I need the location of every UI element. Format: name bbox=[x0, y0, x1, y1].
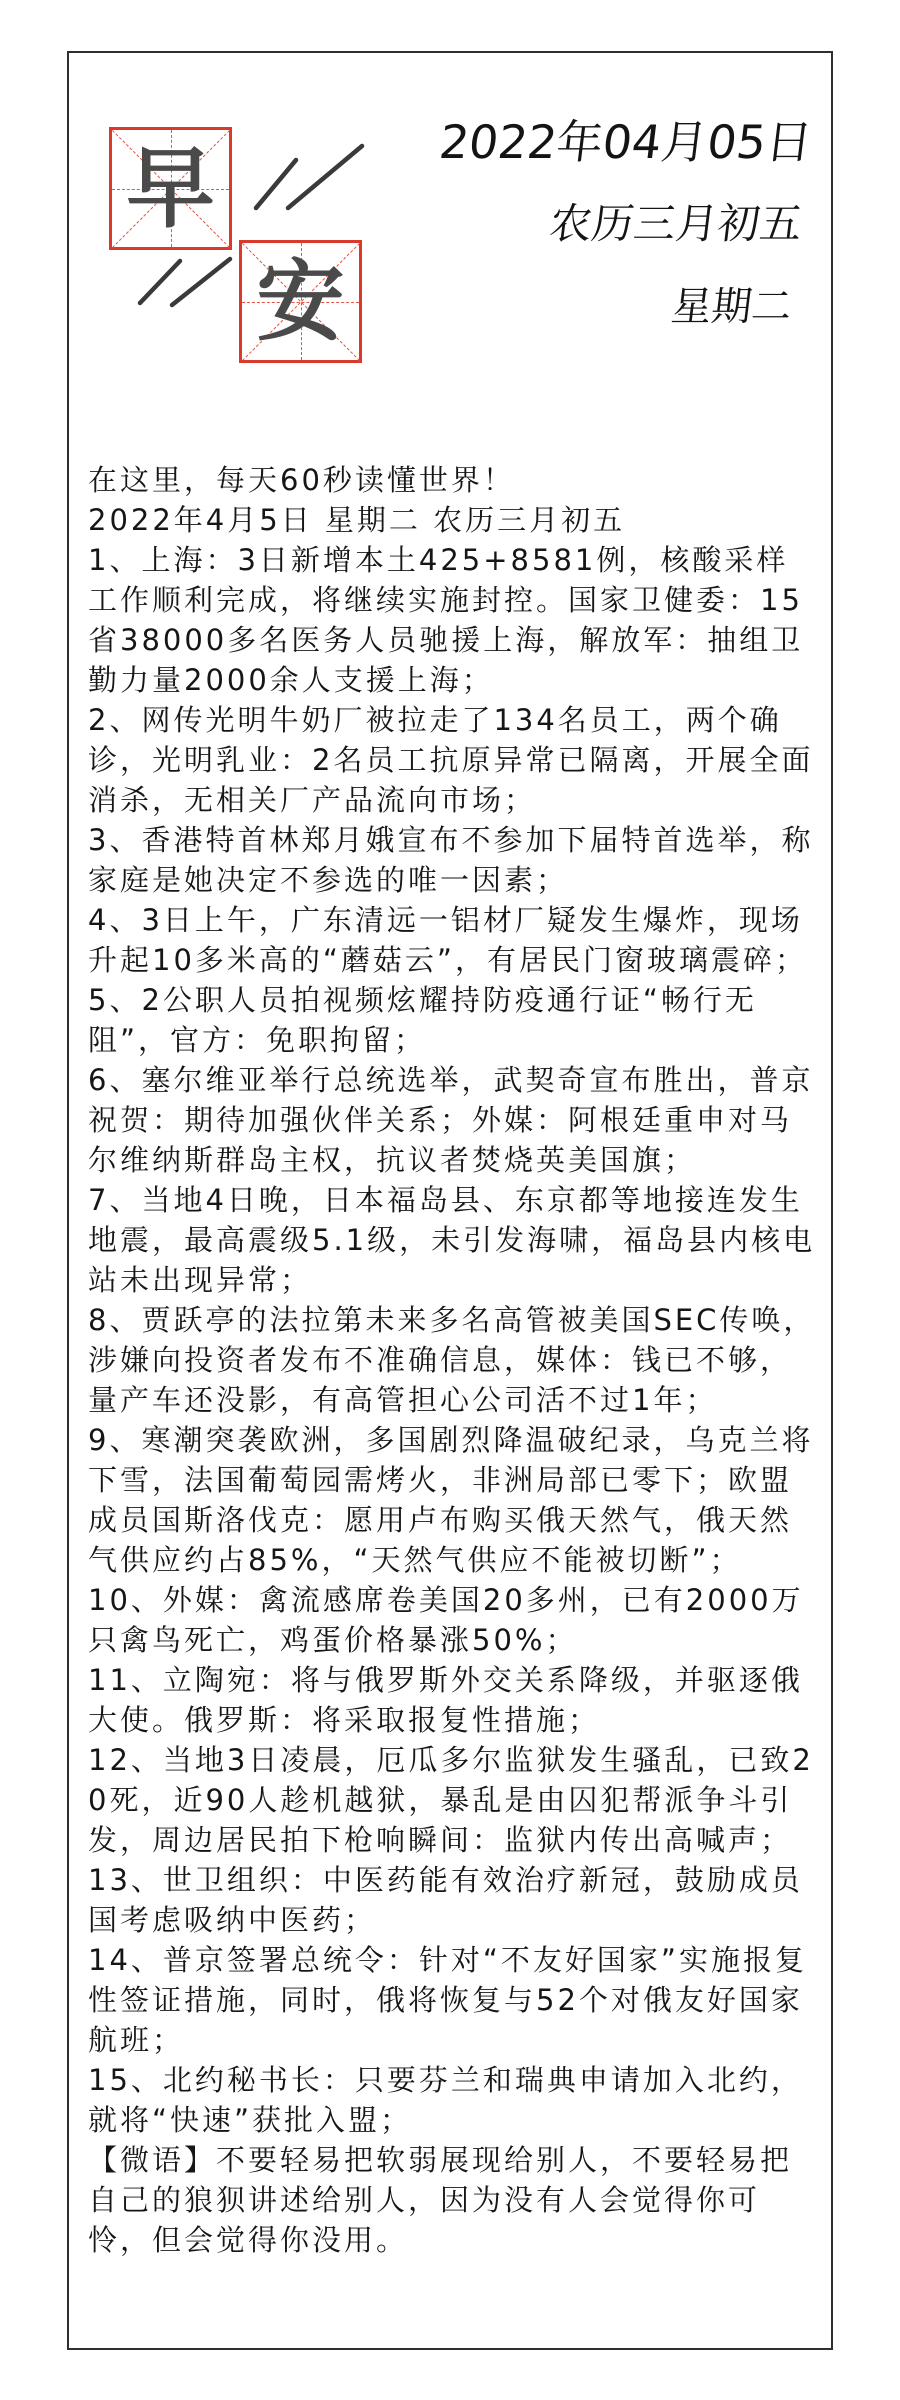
news-paragraph: 11、立陶宛：将与俄罗斯外交关系降级，并驱逐俄大使。俄罗斯：将采取报复性措施； bbox=[88, 1663, 803, 1737]
news-paragraph: 3、香港特首林郑月娥宣布不参加下届特首选举，称家庭是她决定不参选的唯一因素； bbox=[88, 823, 814, 897]
greeting-char-zao: 早 bbox=[126, 136, 215, 240]
news-paragraph: 4、3日上午，广东清远一铝材厂疑发生爆炸，现场升起10多米高的“蘑菇云”，有居民门窗玻璃震碎； bbox=[88, 903, 807, 977]
news-paragraph: 1、上海：3日新增本土425+8581例，核酸采样工作顺利完成，将继续实施封控。国家卫健委：15省38000多名医务人员驰援上海，解放军：抽组卫勤力量2000余人支援上海； bbox=[88, 543, 804, 697]
news-paragraph: 13、世卫组织：中医药能有效治疗新冠，鼓励成员国考虑吸纳中医药； bbox=[88, 1863, 803, 1937]
date-gregorian: 2022年04月05日 bbox=[436, 115, 816, 169]
date-header bbox=[417, 116, 815, 330]
news-paragraph: 2022年4月5日 星期二 农历三月初五 bbox=[88, 503, 626, 537]
news-paragraph: 14、普京签署总统令：针对“不友好国家”实施报复性签证措施，同时，俄将恢复与52个对俄友好国家航班； bbox=[88, 1943, 807, 2057]
news-paragraph: 15、北约秘书长：只要芬兰和瑞典申请加入北约，就将“快速”获批入盟； bbox=[88, 2063, 803, 2137]
news-paragraph: 9、寒潮突袭欧洲，多国剧烈降温破纪录，乌克兰将下雪，法国葡萄园需烤火，非洲局部已零下；欧盟成员国斯洛伐克：愿用卢布购买俄天然气，俄天然气供应约占85%，“天然气供应不能被切断”； bbox=[88, 1423, 814, 1577]
news-paragraph: 10、外媒：禽流感席卷美国20多州，已有2000万只禽鸟死亡，鸡蛋价格暴涨50%； bbox=[88, 1583, 804, 1657]
news-paragraph: 在这里，每天60秒读懂世界！ bbox=[88, 463, 515, 497]
news-paragraph: 6、塞尔维亚举行总统选举，武契奇宣布胜出，普京祝贺：期待加强伙伴关系；外媒：阿根廷重申对马尔维纳斯群岛主权，抗议者焚烧英美国旗； bbox=[88, 1063, 814, 1177]
news-list bbox=[88, 460, 818, 2260]
news-paragraph: 12、当地3日凌晨，厄瓜多尔监狱发生骚乱，已致20死，近90人趁机越狱，暴乱是由囚犯帮派争斗引发，周边居民拍下枪响瞬间：监狱内传出高喊声； bbox=[88, 1743, 814, 1857]
news-paragraph: 8、贾跃亭的法拉第未来多名高管被美国SEC传唤，涉嫌向投资者发布不准确信息，媒体：钱已不够，量产车还没影，有高管担心公司活不过1年； bbox=[88, 1303, 816, 1417]
double-slash-decoration-icon bbox=[130, 140, 380, 330]
news-paragraph: 2、网传光明牛奶厂被拉走了134名员工，两个确诊，光明乳业：2名员工抗原异常已隔离，开展全面消杀，无相关厂产品流向市场； bbox=[88, 703, 814, 817]
date-lunar: 农历三月初五 bbox=[546, 198, 805, 248]
news-paragraph: 7、当地4日晚，日本福岛县、东京都等地接连发生地震，最高震级5.1级，未引发海啸，福岛县内核电站未出现异常； bbox=[88, 1183, 816, 1297]
greeting-char-an: 安 bbox=[256, 249, 345, 353]
date-weekday: 星期二 bbox=[668, 284, 795, 331]
news-paragraph: 5、2公职人员拍视频炫耀持防疫通行证“畅行无阻”，官方：免职拘留； bbox=[88, 983, 757, 1057]
news-paragraph: 【微语】不要轻易把软弱展现给别人，不要轻易把自己的狼狈讲述给别人，因为没有人会觉得你可怜，但会觉得你没用。 bbox=[88, 2143, 793, 2257]
